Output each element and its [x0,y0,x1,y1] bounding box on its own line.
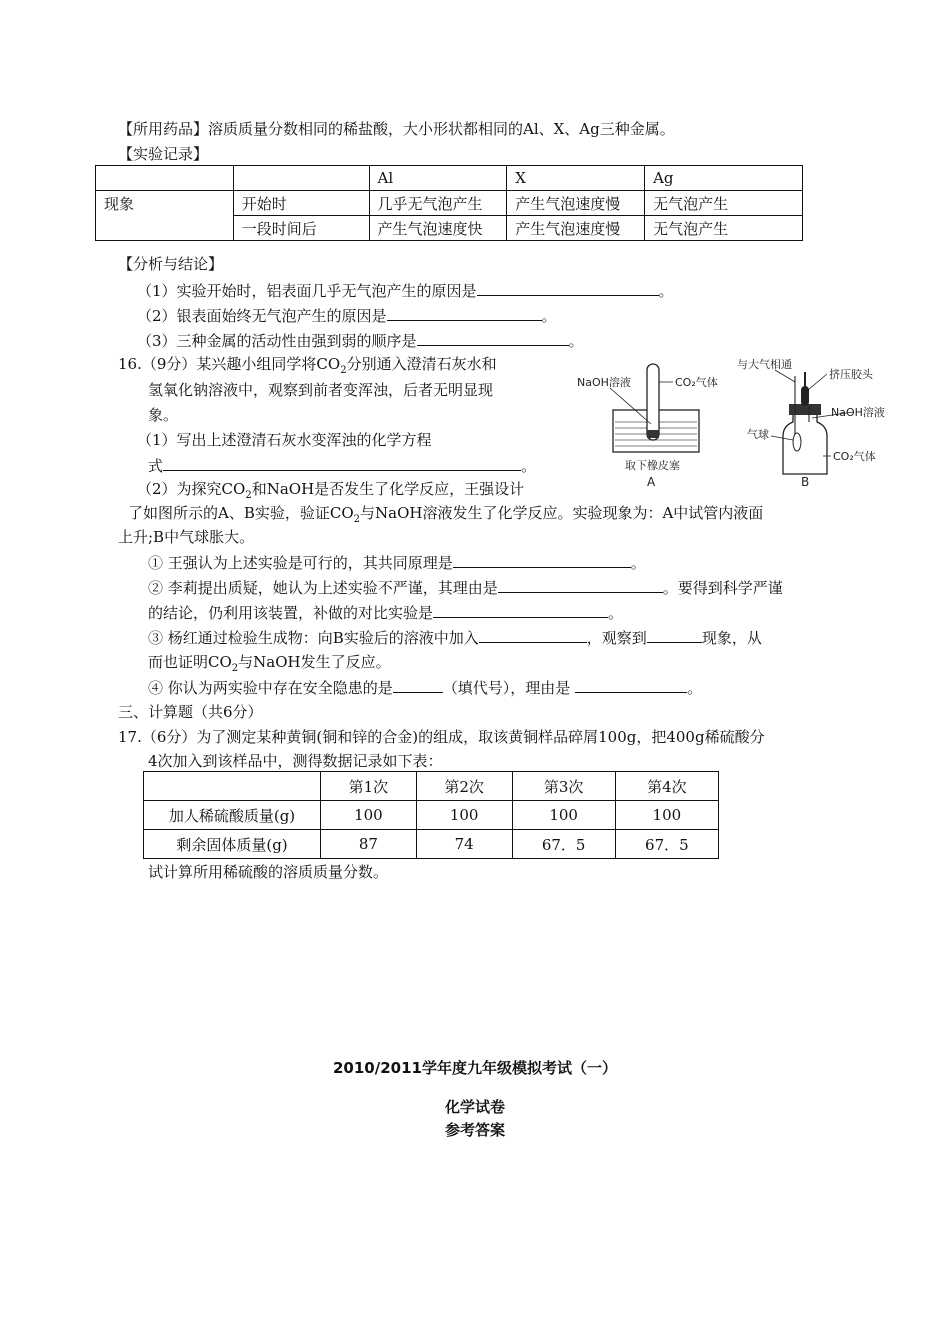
answer-blank[interactable] [575,677,687,693]
stage-label: 一段时间后 [233,216,369,241]
table-cell: 100 [416,801,512,830]
answer-blank[interactable] [387,305,542,321]
answer-key-title: 参考答案 [444,1121,505,1139]
row-label: 剩余固体质量(g) [144,830,321,859]
table-cell: 87 [321,830,417,859]
table-row [96,166,803,191]
column-header: 第4次 [615,772,718,801]
label-a: A [647,475,656,489]
label-b-naoh: NaOH溶液 [831,406,885,419]
table-row [144,830,719,859]
label-a-naoh: NaOH溶液 [577,376,631,389]
label-a-caption: 取下橡皮塞 [625,459,680,472]
header-ag: Ag [645,166,803,191]
answer-blank[interactable] [433,602,608,618]
subject-title: 化学试卷 [444,1098,505,1116]
table-cell: 无气泡产生 [645,216,803,241]
q17-data-table [143,771,719,859]
q17-line-1: 17.（6分）为了测定某种黄铜(铜和锌的合金)的组成，取该黄铜样品碎屑100g，把400g稀硫酸分 [118,728,765,746]
table-cell: 产生气泡速度快 [369,216,507,241]
q17-ask: 试计算所用稀硫酸的溶质质量分数。 [148,863,389,881]
q16-sub-2-cont: 的结论，仍利用该装置，补做的对比实验是 。 [148,604,624,622]
q16-line-5: 式 。 [148,457,537,475]
q17-line-2: 4次加入到该样品中，测得数据记录如下表： [148,752,443,770]
answer-blank[interactable] [479,627,587,643]
answer-blank[interactable] [477,280,659,296]
answer-blank[interactable] [498,577,663,593]
table-cell: 100 [512,801,615,830]
header-al: Al [369,166,507,191]
q16-sub-4: ④ 你认为两实验中存在安全隐患的是 （填代号），理由是 。 [148,679,703,697]
table-row [96,191,803,216]
analysis-item-2: （2）银表面始终无气泡产生的原因是 。 [137,307,557,325]
label-b-air: 与大气相通 [737,358,792,371]
table-cell: 67．5 [615,830,718,859]
label-b-squeeze: 挤压胶头 [829,368,873,381]
answer-blank[interactable] [453,552,631,568]
drugs-line: 【所用药品】溶质质量分数相同的稀盐酸，大小形状都相同的Al、X、Ag三种金属。 [118,120,675,138]
answer-blank[interactable] [647,627,702,643]
table-cell: 产生气泡速度慢 [507,216,645,241]
table-cell: 几乎无气泡产生 [369,191,507,216]
table-cell: 无气泡产生 [645,191,803,216]
column-header: 第2次 [416,772,512,801]
apparatus-figure [565,352,905,492]
table-row [144,801,719,830]
answer-blank[interactable] [163,455,521,471]
label-b: B [801,475,810,489]
q16-sub-3-cont: 而也证明$CO_2$与NaOH发生了反应。 [148,653,391,674]
table-cell: 100 [615,801,718,830]
table-cell: 74 [416,830,512,859]
q16-sub-3: ③ 杨红通过检验生成物：向B实验后的溶液中加入 ，观察到 现象，从 [148,629,762,647]
q16-line-4: （1）写出上述澄清石灰水变浑浊的化学方程 [137,431,432,449]
answer-blank[interactable] [393,677,443,693]
analysis-heading: 【分析与结论】 [118,255,224,273]
column-header: 第3次 [512,772,615,801]
section-3-heading: 三、计算题（共6分） [118,703,263,721]
header-x: X [507,166,645,191]
q16-line-6: （2）为探究$CO_2$和NaOH是否发生了化学反应，王强设计 [137,480,525,501]
exam-title: 2010/2011学年度九年级模拟考试（一） [333,1059,617,1077]
analysis-item-1: （1）实验开始时，铝表面几乎无气泡产生的原因是 。 [137,282,674,300]
apparatus-a [577,364,718,489]
table-cell: 67．5 [512,830,615,859]
q16-line-7: 了如图所示的A、B实验，验证$CO_2$与NaOH溶液发生了化学反应。实验现象为：A中试管内液面 [128,504,764,525]
label-b-balloon: 气球 [747,428,769,441]
experiment-table [95,165,803,241]
row-label: 加人稀硫酸质量(g) [144,801,321,830]
answer-blank[interactable] [417,330,569,346]
q16-line-1: 16.（9分）某兴趣小组同学将$CO_2$分别通入澄清石灰水和 [118,355,497,376]
q16-line-2: 氢氧化钠溶液中，观察到前者变浑浊，后者无明显现 [148,381,494,399]
table-cell: 100 [321,801,417,830]
q16-line-3: 象。 [148,406,179,424]
q16-line-8: 上升;B中气球胀大。 [118,528,255,546]
label-b-co2: CO₂气体 [833,450,876,463]
analysis-item-3: （3）三种金属的活动性由强到弱的顺序是 。 [137,332,584,350]
table-row [96,216,803,241]
label-a-co2: CO₂气体 [675,376,718,389]
apparatus-b [737,357,885,489]
q16-sub-1: ① 王强认为上述实验是可行的，其共同原理是 。 [148,554,646,572]
column-header: 第1次 [321,772,417,801]
stage-label: 开始时 [233,191,369,216]
q16-sub-2: ② 李莉提出质疑，她认为上述实验不严谨，其理由是 。要得到科学严谨 [148,579,783,597]
table-cell: 产生气泡速度慢 [507,191,645,216]
row-label: 现象 [96,191,234,216]
table-row [144,772,719,801]
record-heading: 【实验记录】 [118,145,209,163]
